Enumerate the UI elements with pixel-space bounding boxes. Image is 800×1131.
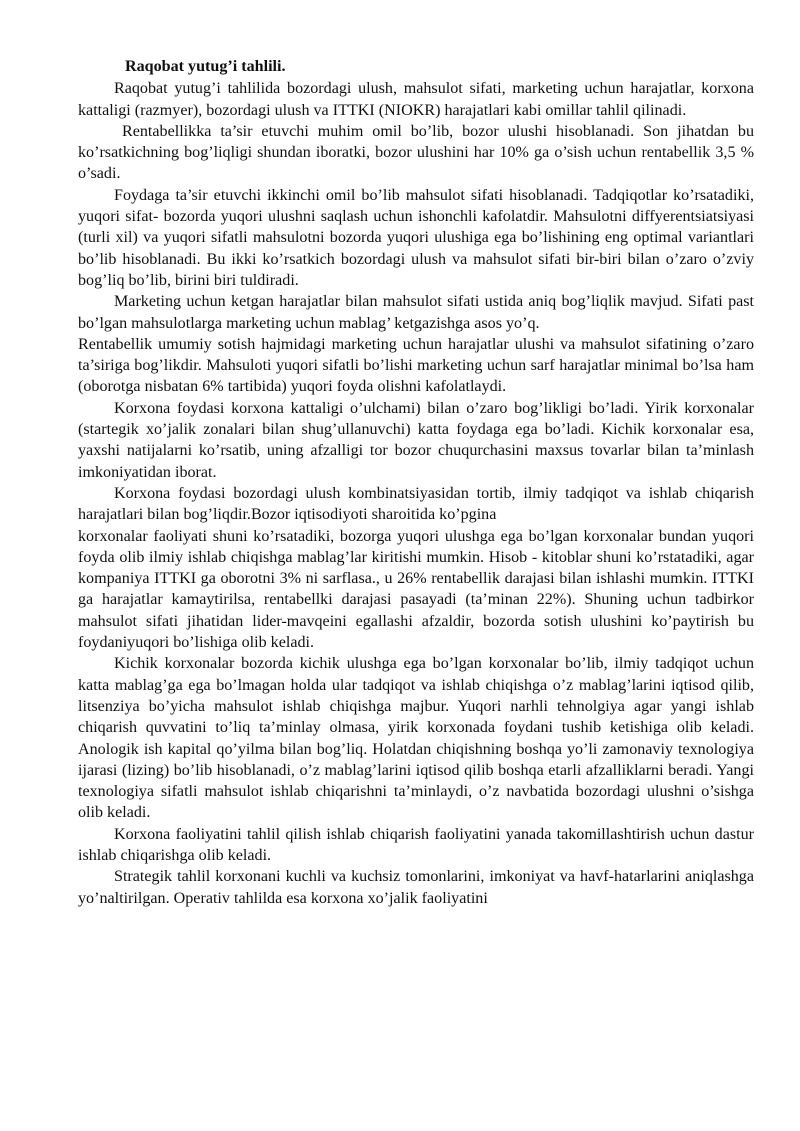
paragraph-market-share: Rentabellikka ta’sir etuvchi muhim omil bo’lib, bozor ulushi hisoblanadi. Son jihatdan bu ko’rsatkichning bog’liqligi shundan iboratki, bozor ulushini har 10% ga o’sish uchun rentabellik 3,5 % o’sadi. (78, 122, 754, 183)
paragraph-small-companies: Kichik korxonalar bozorda kichik ulushga ega bo’lgan korxonalar bo’lib, ilmiy tadqiqot uchun katta mablag’ga ega bo’lmagan holda ular tadqiqot va ishlab chiqishga o’z mablag’larini iqtisod qilib, litsenziya bo’yicha mahsulot ishlab chiqishga majbur. Yuqori narhli tehnolgiya agar yangi ishlab chiqarish quvvatini to’liq ta’minlay olmasa, yirik korxonada foydani tushib ketishiga olib keladi. Anologik ish kapital qo’yilma bilan bog’liq. Holatdan chiqishning boshqa yo’li zamonaviy texnologiya ijarasi (lizing) bo’lib hisoblanadi, o’z mablag’larini iqtisod qilib boshqa etarli afzalliklarni beradi. Yangi texnologiya sifatli mahsulot ishlab chiqarishni ta’minlaydi, o’z navbatida bozordagi ulushni o’sishga olib keladi. (78, 655, 754, 822)
document-page (78, 56, 754, 909)
document-title: Raqobat yutug’i tahlili. (125, 58, 286, 75)
paragraph-marketing: Marketing uchun ketgan harajatlar bilan mahsulot sifati ustida aniq bog’liqlik mavjud. Sifati past bo’lgan mahsulotlarga marketing uchun mablag’ ketgazishga asos yo’q. (78, 293, 754, 332)
paragraph-activity-analysis: Korxona faoliyatini tahlil qilish ishlab chiqarish faoliyatini yanada takomillashtirish uchun dastur ishlab chiqarishga olib keladi. (78, 825, 754, 864)
paragraph-company-size: Korxona foydasi korxona kattaligi o’ulchami) bilan o’zaro bog’likligi bo’ladi. Yirik korxonalar (startegik xo’jalik zonalari bilan shug’ullanuvchi) katta foydaga ega bo’ladi. Kichik korxonalar esa, yaxshi natijalarni ko’rsatib, uning afzalligi tor bozor chuqurchasini maxsus tovarlar bilan ta’minlash imkoniyatidan iborat. (78, 399, 754, 481)
paragraph-profitability: Rentabellik umumiy sotish hajmidagi marketing uchun harajatlar ulushi va mahsulot sifatining o’zaro ta’siriga bog’likdir. Mahsuloti yuqori sifatli bo’lishi marketing uchun sarf harajatlar minimal bo’lsa ham (oborotga nisbatan 6% tartibida) yuqori foyda olishni kafolatlaydi. (78, 335, 754, 396)
paragraph-profit-combination: Korxona foydasi bozordagi ulush kombinatsiyasidan tortib, ilmiy tadqiqot va ishlab chiqarish harajatlari bilan bog’liqdir.Bozor iqtisodiyoti sharoitida ko’pgina (78, 484, 754, 524)
paragraph-product-quality: Foydaga ta’sir etuvchi ikkinchi omil bo’lib mahsulot sifati hisoblanadi. Tadqiqotlar ko’rsatadiki, yuqori sifat- bozorda yuqori ulushni saqlash uchun ishonchli kafolatdir. Mahsulotni diffyerentsiatsiyasi (turli xil) va yuqori sifatli mahsulotni bozorda yuqori ulushiga ega bo’lishining eng optimal variantlari bo’lib hisoblanadi. Bu ikki ko’rsatkich bozordagi ulush va mahsulot sifati bir-biri bilan o’zaro o’zviy bog’liq bo’lib, birini biri tuldiradi. (78, 186, 754, 289)
paragraph-strategic-analysis: Strategik tahlil korxonani kuchli va kuchsiz tomonlarini, imkoniyat va havf-hatarlarini aniqlashga yo’naltirilgan. Operativ tahlilda esa korxona xo’jalik faoliyatini (78, 868, 754, 907)
paragraph-rd-investment: korxonalar faoliyati shuni ko’rsatadiki, bozorga yuqori ulushga ega bo’lgan korxonalar bundan yuqori foyda olib ilmiy ishlab chiqishga mablag’lar kiritishi mumkin. Hisob - kitoblar shuni ko’rstatadiki, agar kompaniya ITTKI ga oborotni 3% ni sarflasa., u 26% rentabellik darajasi bilan ishlashi mumkin. ITTKI ga harajatlar kamaytirilsa, rentabellki darajasi pasayadi (ta’minan 22%). Shuning uchun tadbirkor mahsulot sifati jihatidan lider-mavqeini egallashi afzaldir, bozorda sotish ulushini ko’paytirish bu foydaniyuqori bo’lishiga olib keladi. (78, 527, 754, 652)
paragraph-intro: Raqobat yutug’i tahlilida bozordagi ulush, mahsulot sifati, marketing uchun harajatlar, korxona kattaligi (razmyer), bozordagi ulush va ITTKI (NIOKR) harajatlari kabi omillar tahlil qilinadi. (78, 80, 754, 119)
